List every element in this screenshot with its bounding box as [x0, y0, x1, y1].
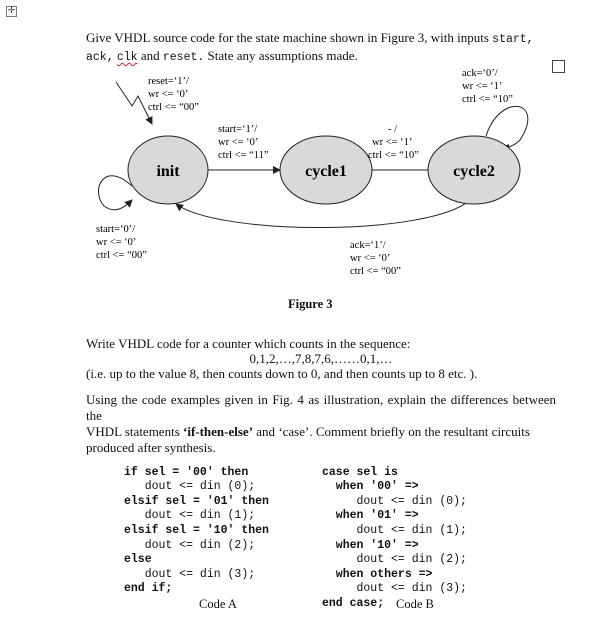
init-to-cycle1-label	[218, 124, 269, 161]
code-b-line: case sel is	[322, 465, 398, 479]
code-a-line: dout <= din (0);	[124, 480, 256, 494]
question-3-line-1: Using the code examples given in Fig. 4 as illustration, explain the differences between the	[86, 392, 556, 423]
code-b-line: dout <= din (3);	[322, 582, 467, 596]
code-a-line: if sel = '00' then	[124, 465, 249, 479]
cycle2-to-init-label	[350, 240, 401, 277]
question-3-line-3: produced after synthesis.	[86, 440, 216, 455]
svg-text:reset=‘1’/: reset=‘1’/	[148, 76, 189, 87]
question-1-part-3: State any assumptions made.	[204, 48, 358, 63]
keyword-case: ‘case’	[278, 424, 310, 439]
figure-caption: Figure 3	[288, 297, 333, 311]
svg-text:ctrl <= “10”: ctrl <= “10”	[462, 94, 513, 105]
code-a-line: dout <= din (1);	[124, 509, 256, 523]
input-ack: ack,	[86, 51, 114, 64]
svg-text:start=‘1’/: start=‘1’/	[218, 124, 258, 135]
move-handle-icon[interactable]: ✛	[7, 6, 16, 16]
reset-arrow	[116, 82, 152, 124]
question-1-part-2: and	[137, 48, 163, 63]
code-b-line: when '01' =>	[322, 509, 419, 523]
code-b-line: dout <= din (0);	[322, 494, 467, 508]
svg-text:wr <= ‘0’: wr <= ‘0’	[218, 137, 259, 148]
state-diagram	[0, 0, 598, 300]
init-self-loop	[99, 176, 132, 210]
code-b-caption: Code B	[396, 597, 434, 611]
code-a-line: dout <= din (2);	[124, 538, 256, 552]
svg-text:wr <= ‘0’: wr <= ‘0’	[350, 253, 391, 264]
svg-text:ctrl <= “00”: ctrl <= “00”	[96, 250, 147, 261]
code-b-block	[322, 451, 467, 626]
question-2-sequence: 0,1,2,…,7,8,7,6,……0,1,…	[249, 351, 393, 366]
code-a-line: else	[124, 553, 152, 567]
code-b-line: dout <= din (1);	[322, 523, 467, 537]
question-1-part-1: Give VHDL source code for the state machine shown in Figure 3, with inputs	[86, 30, 493, 45]
code-b-line: dout <= din (2);	[322, 553, 467, 567]
code-a-line: end if;	[124, 582, 173, 596]
code-a-block	[124, 451, 269, 612]
svg-text:wr <= ‘1’: wr <= ‘1’	[462, 81, 503, 92]
code-a-caption: Code A	[199, 597, 237, 611]
code-b-line: when others =>	[322, 567, 433, 581]
question-2-line-3: (i.e. up to the value 8, then counts down to 0, and then counts up to 8 etc. ).	[86, 366, 478, 381]
svg-text:ctrl <= “00”: ctrl <= “00”	[350, 266, 401, 277]
svg-text:start=‘0’/: start=‘0’/	[96, 224, 136, 235]
code-a-line: dout <= din (3);	[124, 567, 256, 581]
state-cycle1-label: cycle1	[305, 163, 347, 180]
cycle2-self-transition-label	[462, 68, 513, 105]
question-3-line-2: VHDL statements ‘if-then-else’ and ‘case’. Comment briefly on the resultant circuits	[86, 424, 530, 439]
code-b-line: when '10' =>	[322, 538, 419, 552]
code-a-line: elsif sel = '01' then	[124, 494, 269, 508]
cycle1-to-cycle2-label	[368, 124, 419, 161]
svg-text:ctrl <= “10”: ctrl <= “10”	[368, 150, 419, 161]
svg-text:wr <= ‘1’: wr <= ‘1’	[372, 137, 413, 148]
svg-text:- /: - /	[388, 124, 398, 135]
svg-text:wr <= ‘0’: wr <= ‘0’	[148, 89, 189, 100]
input-clk: clk	[116, 51, 138, 64]
question-3-text	[86, 392, 556, 456]
init-self-transition-label	[96, 224, 147, 261]
state-cycle2-label: cycle2	[453, 163, 495, 180]
input-reset: reset.	[162, 51, 205, 64]
code-b-line: end case;	[322, 596, 385, 610]
svg-text:ack=‘1’/: ack=‘1’/	[350, 240, 386, 251]
code-a-line: elsif sel = '10' then	[124, 523, 269, 537]
svg-text:wr <= ‘0’: wr <= ‘0’	[96, 237, 137, 248]
question-2-line-1: Write VHDL code for a counter which counts in the sequence:	[86, 336, 411, 351]
state-init-label: init	[156, 163, 180, 180]
svg-text:ctrl <= “00”: ctrl <= “00”	[148, 102, 199, 113]
svg-text:ack=‘0’/: ack=‘0’/	[462, 68, 498, 79]
keyword-if-then-else: ‘if-then-else’	[183, 424, 254, 439]
reset-transition-label	[148, 76, 199, 113]
input-start: start,	[492, 33, 534, 46]
svg-text:ctrl <= “11”: ctrl <= “11”	[218, 150, 269, 161]
code-b-line: when '00' =>	[322, 480, 419, 494]
